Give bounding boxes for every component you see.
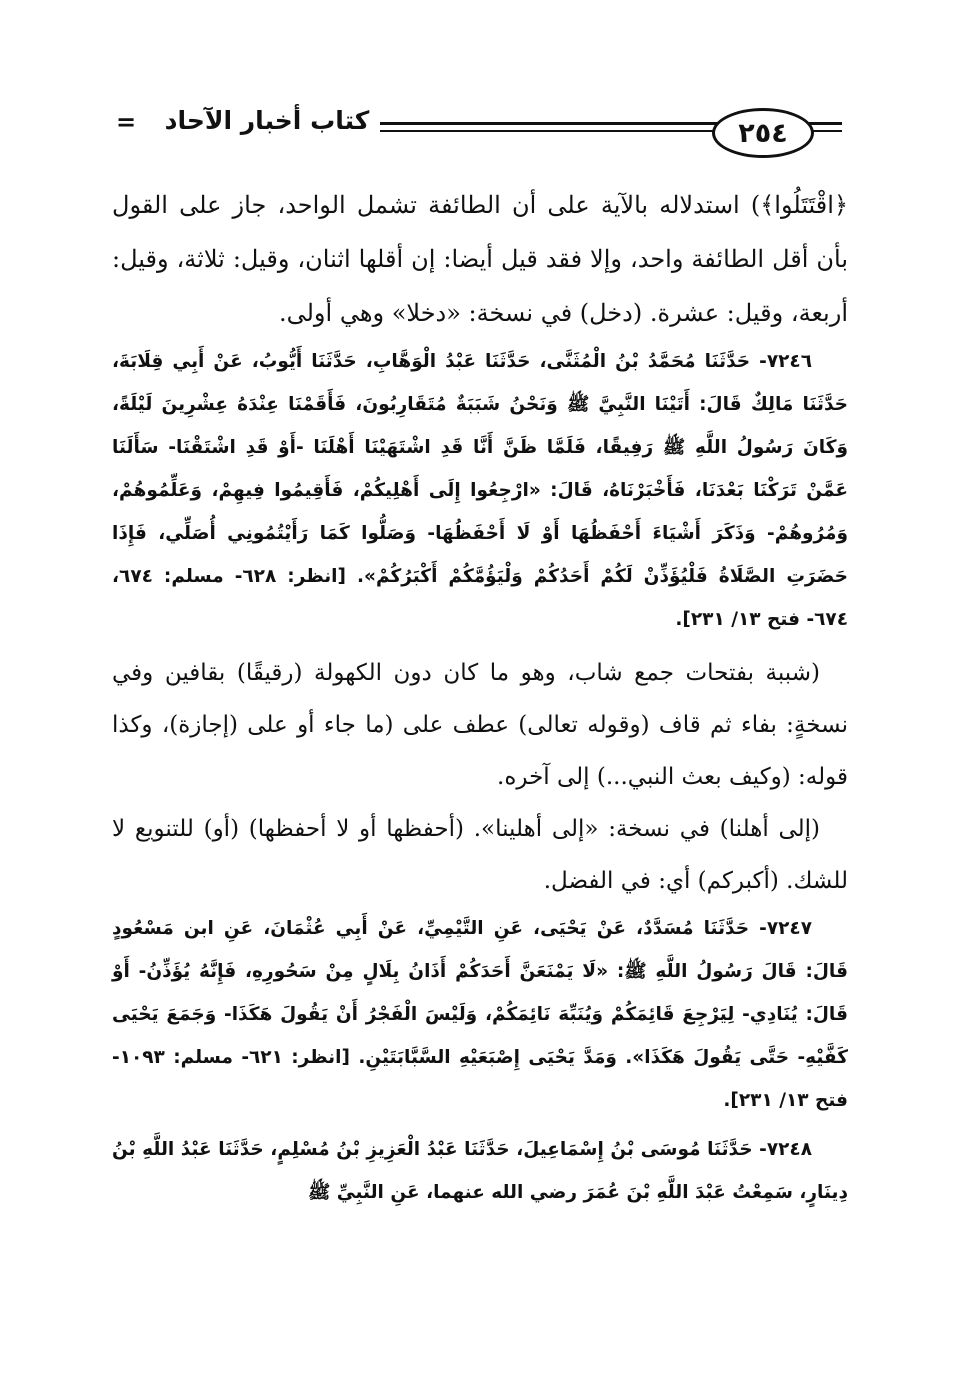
page-number-oval	[712, 108, 814, 158]
commentary-paragraph: ﴿اقْتَتَلُوا﴾) استدلاله بالآية على أن الطائفة تشمل الواحد، جاز على القول بأن أقل الطائفة واحد، وإلا فقد قيل أيضا: إن أقلها اثنان، وقيل: ثلاثة، وقيل: أربعة، وقيل: عشرة. (دخل) في نسخة: «دخلا» وهي أولى.	[112, 191, 848, 327]
hadith-reference: [انظر: ٦٢١- مسلم: ١٠٩٣- فتح ١٣/ ٢٣١].	[112, 1047, 848, 1111]
hadith-reference: [انظر: ٦٢٨- مسلم: ٦٧٤، ٦٧٤- فتح ١٣/ ٢٣١].	[112, 566, 848, 630]
hadith-text: ٧٢٤٧- حَدَّثَنَا مُسَدَّدٌ، عَنْ يَحْيَى، عَنِ التَّيْمِيِّ، عَنْ أَبِي عُثْمَانَ، عَنِ ابن مَسْعُودٍ قَالَ: قَالَ رَسُولُ اللَّهِ ﷺ: «لَا يَمْنَعَنَّ أَحَدَكُمْ أَذَانُ بِلَالٍ مِنْ سَحُورِهِ، فَإِنَّهُ يُؤَذِّنُ- أَوْ قَالَ: يُنَادِي- لِيَرْجِعَ قَائِمَكُمْ وَيُنَبِّهَ نَائِمَكُمْ، وَلَيْسَ الْفَجْرُ أَنْ يَقُولَ هَكَذَا- وَجَمَعَ يَحْيَى كَفَّيْهِ- حَتَّى يَقُولَ هَكَذَا». وَمَدَّ يَحْيَى إِصْبَعَيْهِ السَّبَّابَتَيْنِ.	[112, 918, 848, 1068]
hadith-text: ٧٢٤٦- حَدَّثَنَا مُحَمَّدُ بْنُ الْمُثَنَّى، حَدَّثَنَا عَبْدُ الْوَهَّابِ، حَدَّثَنَا أَيُّوبُ، عَنْ أَبِي قِلَابَةَ، حَدَّثَنَا مَالِكٌ قَالَ: أَتَيْنَا النَّبِيَّ ﷺ وَنَحْنُ شَبَبَةٌ مُتَقَارِبُونَ، فَأَقَمْنَا عِنْدَهُ عِشْرِينَ لَيْلَةً، وَكَانَ رَسُولُ اللَّهِ ﷺ رَفِيقًا، فَلَمَّا ظَنَّ أَنَّا قَدِ اشْتَهَيْنَا أَهْلَنَا -أَوْ قَدِ اشْتَقْنَا- سَأَلَنَا عَمَّنْ تَرَكْنَا بَعْدَنَا، فَأَخْبَرْنَاهُ، قَالَ: «ارْجِعُوا إِلَى أَهْلِيكُمْ، فَأَقِيمُوا فِيهِمْ، وَعَلِّمُوهُمْ، وَمُرُوهُمْ- وَذَكَرَ أَشْيَاءَ أَحْفَظُهَا أَوْ لَا أَحْفَظُهَا- وَصَلُّوا كَمَا رَأَيْتُمُونِي أُصَلِّي، فَإِذَا حَضَرَتِ الصَّلَاةُ فَلْيُؤَذِّنْ لَكُمْ أَحَدُكُمْ وَلْيَؤُمَّكُمْ أَكْبَرُكُمْ».	[112, 351, 848, 587]
commentary-paragraph: (شببة بفتحات جمع شاب، وهو ما كان دون الكهولة (رقيقًا) بقافين وفي نسخةٍ: بفاء ثم قاف (وقوله تعالى) عطف على (ما جاء أو على (إجازة)، وكذا قوله: (وكيف بعث النبي...) إلى آخره.	[112, 660, 848, 790]
hadith-7246	[112, 340, 848, 641]
page-body	[112, 178, 848, 1214]
header-mark: =	[116, 108, 137, 136]
page-header	[112, 104, 852, 160]
hadith-7248: ٧٢٤٨- حَدَّثَنَا مُوسَى بْنُ إِسْمَاعِيلَ، حَدَّثَنَا عَبْدُ الْعَزِيزِ بْنُ مُسْلِمٍ، حَدَّثَنَا عَبْدُ اللَّهِ بْنُ دِينَارٍ، سَمِعْتُ عَبْدَ اللَّهِ بْنَ عُمَرَ رضي الله عنهما، عَنِ النَّبِيِّ ﷺ	[112, 1139, 848, 1203]
hadith-7247	[112, 907, 848, 1122]
page-number: ٢٥٤	[738, 117, 788, 149]
book-title: كتاب أخبار الآحاد	[164, 106, 370, 135]
commentary-paragraph: (إلى أهلنا) في نسخة: «إلى أهلينا». (أحفظها أو لا أحفظها) (أو) للتنويع لا للشك. (أكبركم) أي: في الفضل.	[112, 816, 848, 894]
